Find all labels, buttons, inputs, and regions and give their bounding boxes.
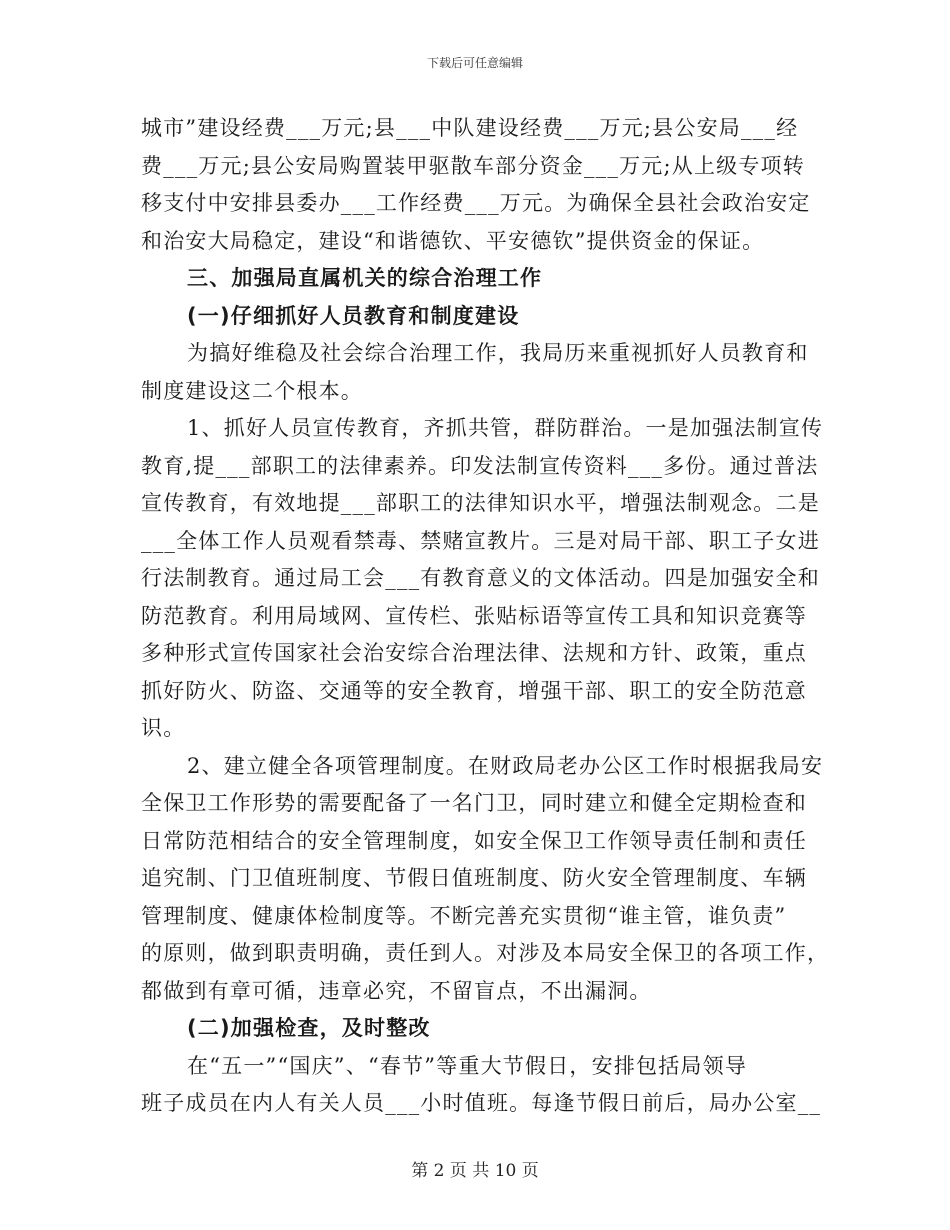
document-body bbox=[141, 110, 830, 1123]
paragraph-line: 2、建立健全各项管理制度。在财政局老办公区工作时根据我局安 bbox=[187, 753, 824, 778]
paragraph-line: 多种形式宣传国家社会治安综合治理法律、法规和方针、政策，重点 bbox=[141, 641, 807, 665]
paragraph-line: 教育,提___部职工的法律素养。印发法制宣传资料___多份。通过普法 bbox=[141, 453, 819, 478]
paragraph-line: 为搞好维稳及社会综合治理工作，我局历来重视抓好人员教育和 bbox=[187, 341, 809, 365]
paragraph-line: 日常防范相结合的安全管理制度，如安全保卫工作领导责任制和责任 bbox=[141, 828, 807, 853]
page-number: 第 2 页 共 10 页 bbox=[411, 1161, 539, 1181]
section-heading: 三、加强局直属机关的综合治理工作 bbox=[187, 266, 543, 290]
paragraph-line: 城市”建设经费___万元;县___中队建设经费___万元;县公安局___经 bbox=[141, 116, 799, 140]
subsection-heading: (二)加强检查，及时整改 bbox=[187, 1016, 431, 1040]
paragraph-line: 1、抓好人员宣传教育，齐抓共管，群防群治。一是加强法制宣传 bbox=[187, 416, 824, 440]
paragraph-line: 班子成员在内人有关人员___小时值班。每逢节假日前后，局办公室__ bbox=[141, 1091, 822, 1115]
paragraph-line: 宣传教育，有效地提___部职工的法律知识水平，增强法制观念。二是 bbox=[141, 491, 820, 515]
paragraph-line: 行法制教育。通过局工会___有教育意义的文体活动。四是加强安全和 bbox=[141, 566, 820, 590]
paragraph-line: 和治安大局稳定，建设“和谐德钦、平安德钦”提供资金的保证。 bbox=[141, 228, 765, 253]
paragraph-line: 抓好防火、防盗、交通等的安全教育，增强干部、职工的安全防范意 bbox=[141, 678, 807, 703]
paragraph-line: 全保卫工作形势的需要配备了一名门卫，同时建立和健全定期检查和 bbox=[141, 791, 807, 815]
paragraph-line: 管理制度、健康体检制度等。不断完善充实贯彻“谁主管，谁负责” bbox=[141, 903, 787, 928]
paragraph-line: 都做到有章可循，违章必究，不留盲点，不出漏洞。 bbox=[141, 978, 652, 1003]
paragraph-line: 费___万元;县公安局购置装甲驱散车部分资金___万元;从上级专项转 bbox=[141, 153, 805, 178]
paragraph-line: 的原则，做到职责明确，责任到人。对涉及本局安全保卫的各项工作， bbox=[141, 941, 830, 965]
paragraph-line: 制度建设这二个根本。 bbox=[141, 378, 363, 403]
header-note: 下载后可任意编辑 bbox=[426, 56, 523, 70]
subsection-heading: (一)仔细抓好人员教育和制度建设 bbox=[187, 303, 520, 328]
paragraph-line: 追究制、门卫值班制度、节假日值班制度、防火安全管理制度、车辆 bbox=[141, 866, 807, 890]
paragraph-line: 防范教育。利用局域网、宣传栏、张贴标语等宣传工具和知识竞赛等 bbox=[141, 603, 807, 628]
paragraph-line: 识。 bbox=[141, 716, 186, 740]
paragraph-line: ___全体工作人员观看禁毒、禁赌宣教片。三是对局干部、职工子女进 bbox=[141, 528, 820, 553]
paragraph-line: 移支付中安排县委办___工作经费___万元。为确保全县社会政治安定 bbox=[141, 191, 811, 215]
paragraph-line: 在“五一”“国庆”、“春节”等重大节假日，安排包括局领导 bbox=[187, 1053, 748, 1078]
